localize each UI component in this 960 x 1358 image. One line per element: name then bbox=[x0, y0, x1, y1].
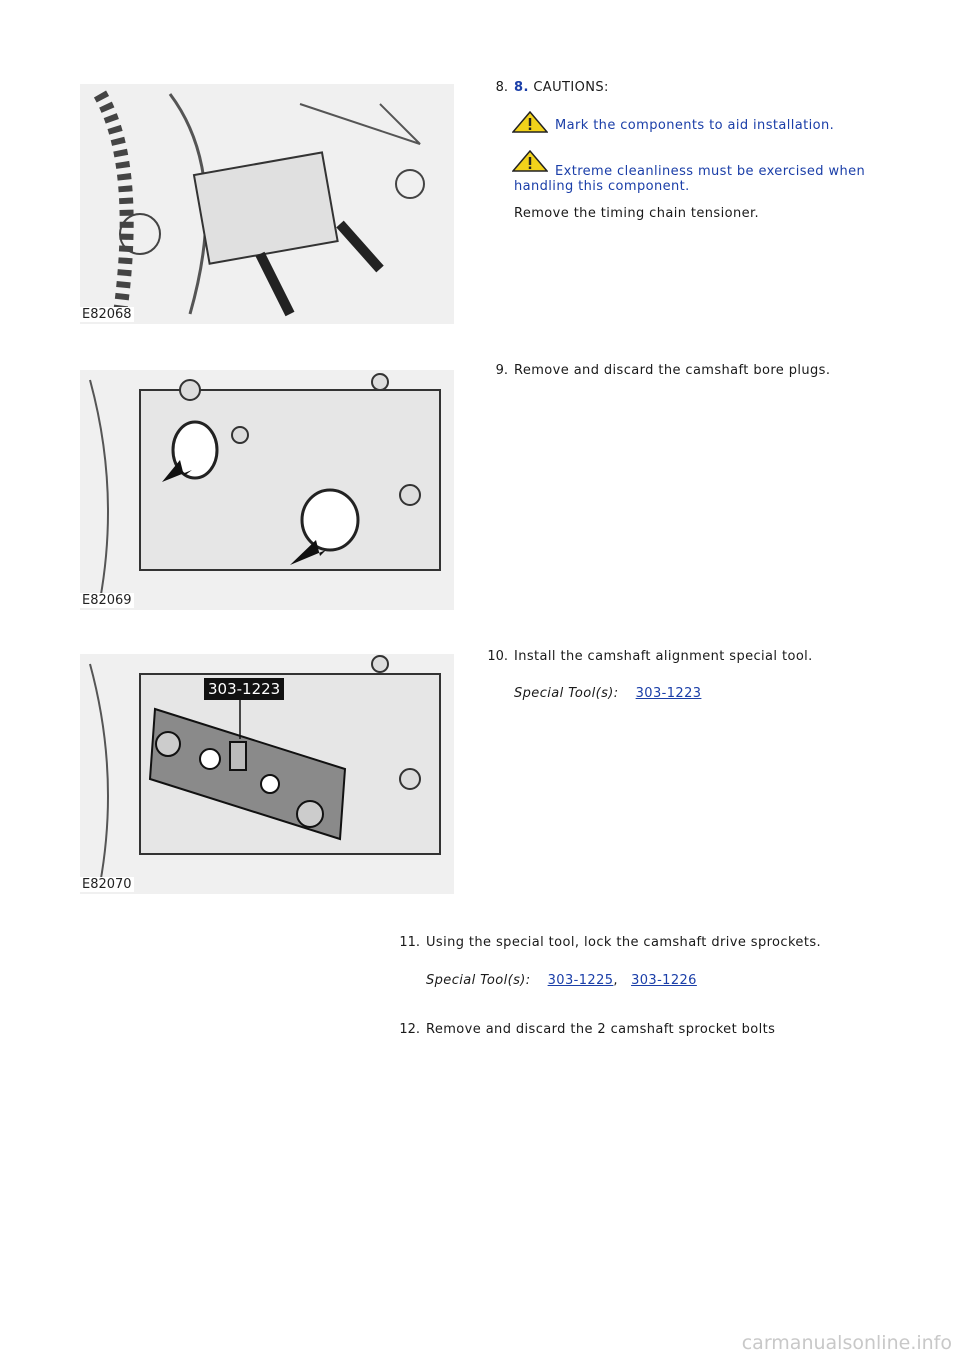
step-number: 10. bbox=[487, 649, 508, 664]
camshaft-bore-plugs-illustration bbox=[80, 370, 454, 610]
tool-link-303-1226[interactable]: 303-1226 bbox=[631, 973, 697, 988]
special-tools-line bbox=[426, 973, 697, 988]
step-instruction: Install the camshaft alignment special tool. bbox=[514, 649, 813, 664]
timing-chain-tensioner-illustration bbox=[80, 84, 454, 324]
step-number: 9. bbox=[495, 363, 508, 378]
step-instruction: Remove and discard the camshaft bore plugs. bbox=[514, 363, 831, 378]
caution-step-ref: 8. bbox=[514, 80, 529, 95]
caution-title: CAUTIONS: bbox=[528, 80, 609, 95]
warning-icon bbox=[512, 111, 548, 133]
step-number: 8. bbox=[495, 80, 508, 95]
figure-label: E82070 bbox=[82, 877, 132, 892]
tool-callout: 303-1223 bbox=[204, 678, 284, 700]
warning-icon bbox=[512, 150, 548, 172]
step-instruction: Remove the timing chain tensioner. bbox=[514, 206, 760, 221]
caution-text-2-line2: handling this component. bbox=[514, 179, 690, 194]
caution-text-1: Mark the components to aid installation. bbox=[555, 118, 835, 133]
footer-watermark: carmanualsonline.info bbox=[741, 1332, 952, 1354]
tool-separator: , bbox=[613, 973, 618, 988]
step-instruction: Using the special tool, lock the camshaft drive sprockets. bbox=[426, 935, 822, 950]
step-number: 12. bbox=[399, 1022, 420, 1037]
caution-header bbox=[514, 80, 609, 95]
figure-step-8 bbox=[80, 84, 454, 324]
tool-link-303-1223[interactable]: 303-1223 bbox=[635, 686, 702, 701]
special-tools-label: Special Tool(s): bbox=[426, 973, 531, 988]
figure-label: E82068 bbox=[82, 307, 132, 322]
special-tools-line bbox=[514, 686, 701, 701]
figure-step-9 bbox=[80, 370, 454, 610]
caution-text-2-line1: Extreme cleanliness must be exercised when bbox=[555, 164, 866, 179]
figure-label: E82069 bbox=[82, 593, 132, 608]
step-number: 11. bbox=[399, 935, 420, 950]
tool-link-303-1225[interactable]: 303-1225 bbox=[547, 973, 614, 988]
special-tools-label: Special Tool(s): bbox=[514, 686, 619, 701]
figure-step-10 bbox=[80, 654, 454, 894]
step-instruction: Remove and discard the 2 camshaft sprocket bolts bbox=[426, 1022, 776, 1037]
